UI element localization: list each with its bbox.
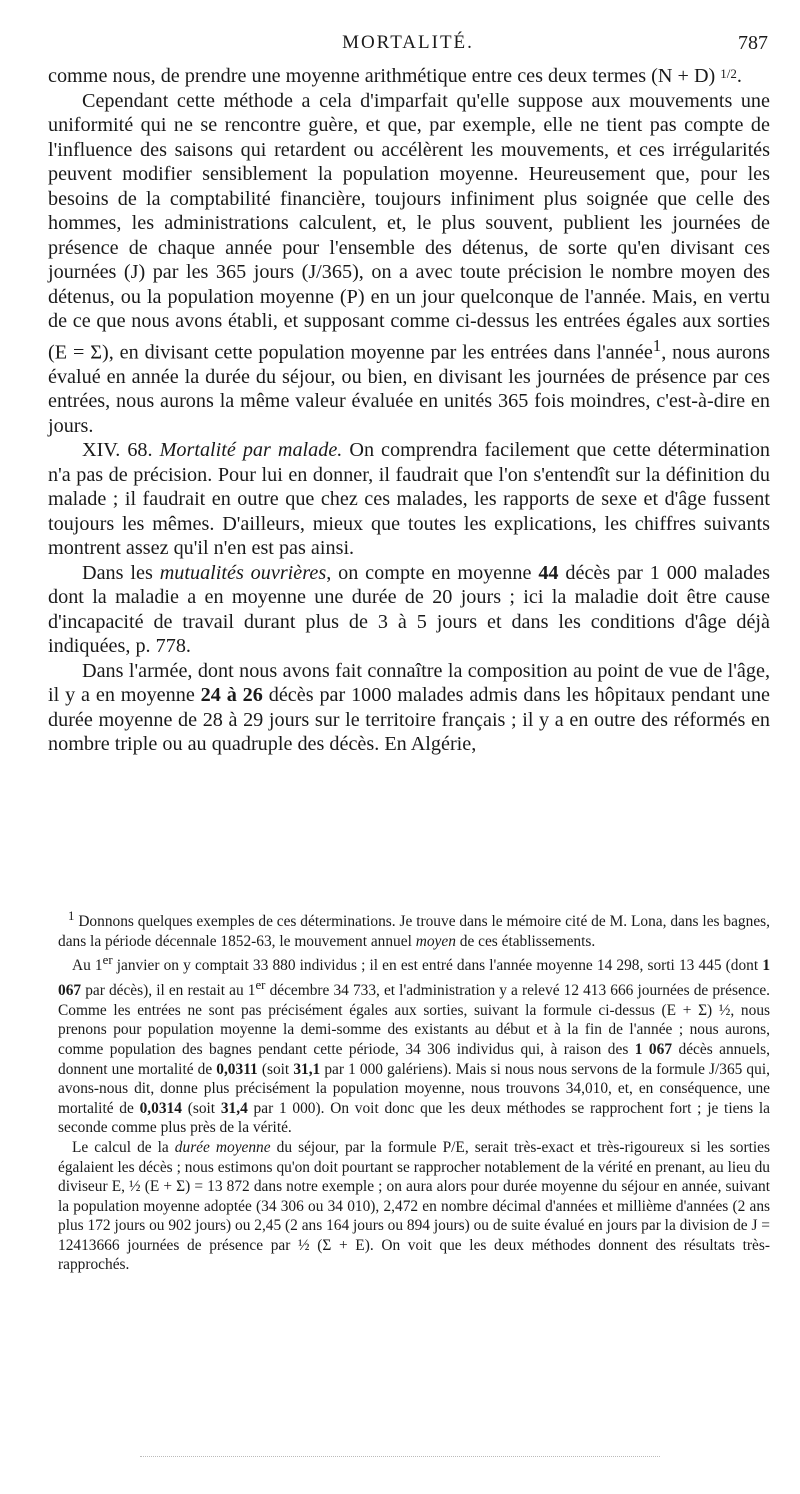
bold-figure: 44 bbox=[538, 561, 559, 584]
footnote-1: $^1$ Donnons quelques exemples de ces déterminations. Je trouve dans le mémoire cité de M. Lona, dans les bagnes, dans la période décennale 1852-63, le mouvement annuel moyen de ces établissements. bbox=[58, 909, 770, 950]
faint-footer-line bbox=[140, 1456, 660, 1459]
footnotes bbox=[58, 907, 770, 1275]
page-number: 787 bbox=[738, 32, 768, 54]
paragraph-continuation: comme nous, de prendre une moyenne arithmétique entre ces deux termes (N + D) 1/2. bbox=[48, 65, 742, 87]
running-header bbox=[48, 32, 768, 58]
section-title: Mortalité par malade. bbox=[159, 439, 343, 462]
footnote-ref: 1 bbox=[652, 335, 662, 355]
footnote-marker: 1 bbox=[68, 909, 75, 923]
paragraph-armee: Dans l'armée, dont nous avons fait connaître la composition au point de vue de l'âge, il y a en moyenne 24 à 26 décès par 1000 malades admis dans les hôpitaux pendant une durée moyenne de 28 à 29 jours sur le territoire français ; il y a en outre des réformés en nombre triple ou au quadruple des décès. En Algérie, bbox=[48, 659, 771, 756]
running-title: MORTALITÉ. bbox=[342, 32, 474, 53]
footnote-paragraph-bagnes: Au 1er janvier on y comptait 33 880 individus ; il en est entré dans l'année moyenne 14 298, sorti 13 445 (dont 1 067 par décès), il en restait au 1er décembre 34 733, et l'administration y a relevé 12 413 666 journées de présence. Comme les entrées ne sont pas précisément égales aux sorties, suivant la formule ci-dessus (E + Σ) ½, nous prenons pour population moyenne la demi-somme des existants au début et à la fin de l'année ; nous aurons, comme population des bagnes pendant cette période, 34 306 individus qui, à raison des 1 067 décès annuels, donnent une mortalité de 0,0311 (soit 31,1 par 1 000 galériens). Mais si nous nous servons de la formule J/365 qui, avons-nous dit, donne plus précisément la population moyenne, nous trouvons 34,010, et, en conséquence, une mortalité de 0,0314 (soit 31,4 par 1 000). On voit donc que les deux méthodes se rapprochent fort ; je tiens la seconde comme plus près de la vérité. bbox=[58, 953, 771, 1137]
fraction-half: 1/2 bbox=[720, 66, 737, 81]
paragraph-journees: Cependant cette méthode a cela d'imparfait qu'elle suppose aux mouvements une uniformité qui ne se rencontre guère, et que, par exemple, elle ne tient pas compte de l'influence des saisons qui retardent ou accélèrent les mouvements, et ces irrégularités peuvent modifier sensiblement la population moyenne. Heureusement que, pour les besoins de la comptabilité financière, toujours infiniment plus soignée que celle des hommes, les administrations calculent, et, le plus souvent, publient les journées de présence de chaque année pour l'ensemble des détenus, de sorte qu'en divisant ces journées (J) par les 365 jours (J/365), on a avec toute précision le nombre moyen des détenus, ou la population moyenne (P) en un jour quelconque de l'année. Mais, en vertu de ce que nous avons établi, et supposant comme ci-dessus les entrées égales aux sorties (E = Σ), en divisant cette population moyenne par les entrées dans l'année$^1$, nous aurons évalué en année la durée du séjour, ou bien, en divisant les journées de présence par ces entrées, nous aurons la même valeur évaluée en unités 365 fois moindres, c'est-à-dire en jours. bbox=[48, 89, 770, 437]
bold-figure: 24 à 26 bbox=[200, 684, 263, 707]
section-number: XIV. 68. bbox=[82, 439, 153, 462]
main-text bbox=[48, 62, 770, 757]
paragraph-mutualites: Dans les mutualités ouvrières, on compte en moyenne 44 décès par 1 000 malades dont la maladie a en moyenne une durée de 20 jours ; ici la maladie doit être cause d'incapacité de travail durant plus de 3 à 5 jours et dans les conditions d'âge déjà indiquées, p. 778. bbox=[48, 561, 771, 658]
section-mortalite-par-malade: XIV. 68. Mortalité par malade. On comprendra facilement que cette détermination n'a pas de précision. Pour lui en donner, il faudrait que l'on s'entendît sur la définition du malade ; il faudrait en outre que chez ces malades, les rapports de sexe et d'âge fussent toujours les mêmes. D'ailleurs, mieux que toutes les explications, les chiffres suivants montrent assez qu'il n'en est pas ainsi. bbox=[48, 439, 771, 560]
footnote-paragraph-duree: Le calcul de la durée moyenne du séjour, par la formule P/E, serait très-exact et très-rigoureux si les sorties égalaient les décès ; nous estimons qu'on doit pourtant se rapprocher notablement de la vérité en prenant, au lieu du diviseur E, ½ (E + Σ) = 13 872 dans notre exemple ; on aura alors pour durée moyenne du séjour en année, suivant la population moyenne adoptée (34 306 ou 34 010), 2,472 en nombre décimal d'années et millième d'années (2 ans plus 172 jours ou 902 jours) ou 2,45 (2 ans 164 jours ou 894 jours) ou de suite évalué en jours par la division de J = 12413666 journées de présence par ½ (Σ + E). On voit que les deux méthodes donnent des résultats très-rapprochés. bbox=[58, 1138, 770, 1274]
